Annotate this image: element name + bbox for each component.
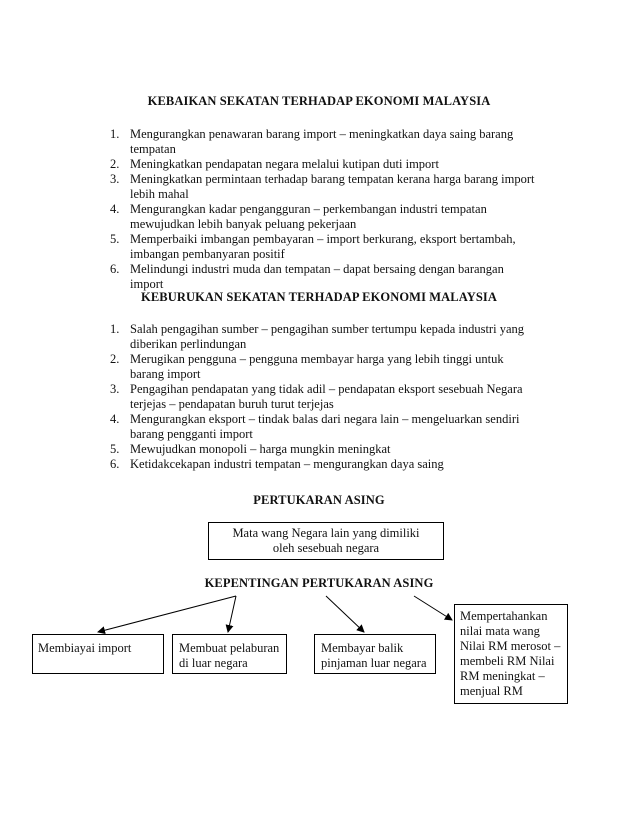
importance-box-import: Membiayai import xyxy=(32,634,164,674)
arrow xyxy=(414,596,452,620)
item-number: 3. xyxy=(110,172,120,186)
item-number: 6. xyxy=(110,262,120,276)
item-text: Mengurangkan penawaran barang import – meningkatkan daya saing barang tempatan xyxy=(130,127,514,156)
item-text: Salah pengagihan sumber – pengagihan sumber tertumpu kepada industri yang diberikan perlindungan xyxy=(130,322,524,351)
section2-heading: KEBURUKAN SEKATAN TERHADAP EKONOMI MALAYSIA xyxy=(141,290,497,304)
item-number: 1. xyxy=(110,322,120,336)
item-number: 3. xyxy=(110,382,120,396)
item-number: 2. xyxy=(110,157,120,171)
arrow xyxy=(228,596,236,632)
importance-box-investment: Membuat pelaburan di luar negara xyxy=(172,634,287,674)
importance-box-currency: Mempertahankan nilai mata wang Nilai RM merosot – membeli RM Nilai RM meningkat – menjual RM xyxy=(454,604,568,704)
section1-heading: KEBAIKAN SEKATAN TERHADAP EKONOMI MALAYSIA xyxy=(147,94,491,108)
item-text: Meningkatkan pendapatan negara melalui kutipan duti import xyxy=(130,157,439,171)
item-text: Meningkatkan permintaan terhadap barang tempatan kerana harga barang import lebih mahal xyxy=(130,172,535,201)
arrow xyxy=(98,596,236,632)
section3-heading: PERTUKARAN ASING xyxy=(253,493,385,507)
item-number: 2. xyxy=(110,352,120,366)
item-number: 6. xyxy=(110,457,120,471)
item-text: Memperbaiki imbangan pembayaran – import berkurang, eksport bertambah, imbangan pembanyaran positif xyxy=(130,232,516,261)
item-text: Mengurangkan eksport – tindak balas dari negara lain – mengeluarkan sendiri barang pengganti import xyxy=(130,412,520,441)
item-number: 5. xyxy=(110,442,120,456)
importance-box-loan: Membayar balik pinjaman luar negara xyxy=(314,634,436,674)
item-text: Merugikan pengguna – pengguna membayar harga yang lebih tinggi untuk barang import xyxy=(130,352,504,381)
definition-box: Mata wang Negara lain yang dimiliki oleh sesebuah negara xyxy=(208,522,444,560)
item-text: Mengurangkan kadar pengangguran – perkembangan industri tempatan mewujudkan lebih banyak peluang pekerjaan xyxy=(130,202,487,231)
arrow xyxy=(326,596,364,632)
item-number: 4. xyxy=(110,412,120,426)
item-text: Melindungi industri muda dan tempatan – dapat bersaing dengan barangan import xyxy=(130,262,504,291)
item-text: Ketidakcekapan industri tempatan – mengurangkan daya saing xyxy=(130,457,444,471)
item-text: Mewujudkan monopoli – harga mungkin meningkat xyxy=(130,442,391,456)
section4-heading: KEPENTINGAN PERTUKARAN ASING xyxy=(204,576,434,590)
item-number: 5. xyxy=(110,232,120,246)
item-text: Pengagihan pendapatan yang tidak adil – pendapatan eksport sesebuah Negara terjejas – pendapatan buruh turut terjejas xyxy=(130,382,523,411)
item-number: 1. xyxy=(110,127,120,141)
item-number: 4. xyxy=(110,202,120,216)
